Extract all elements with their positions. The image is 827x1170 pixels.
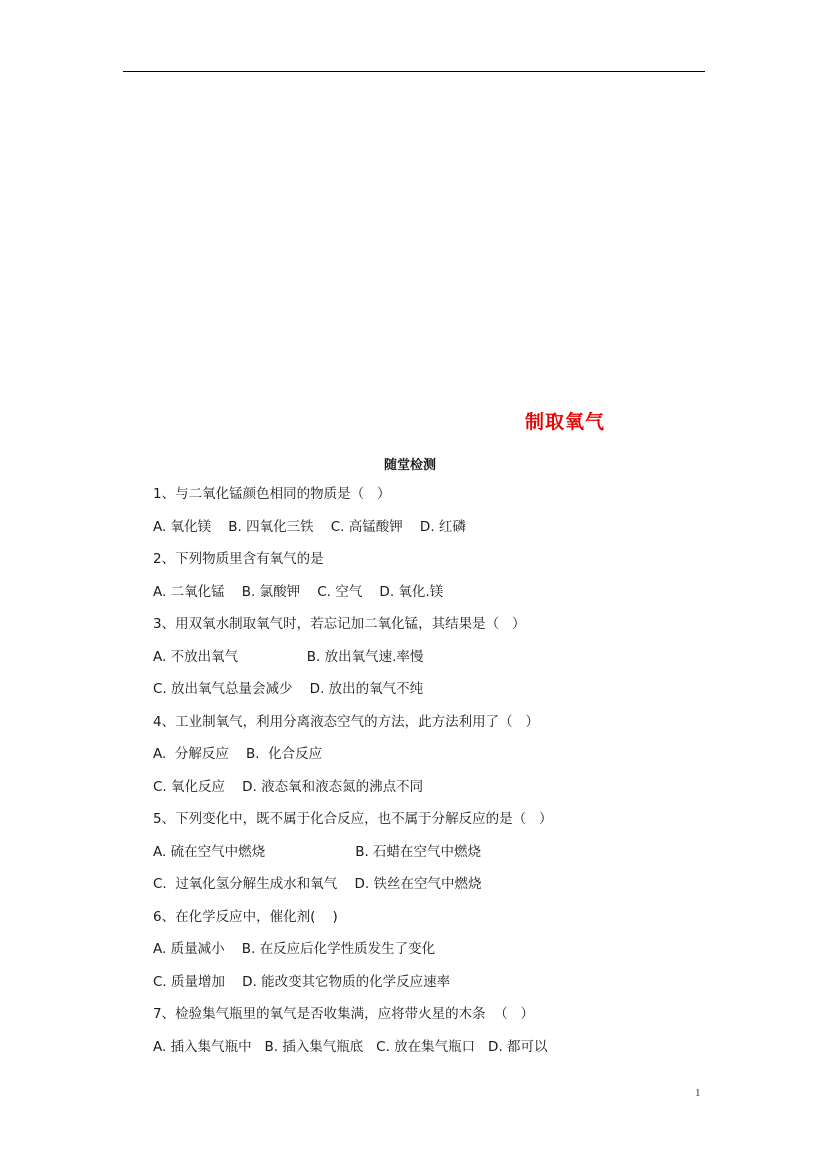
question-7: 7、检验集气瓶里的氧气是否收集满，应将带火星的木条 （ ） [153,1006,535,1022]
question-5-options-ab: A. 硫在空气中燃烧 B. 石蜡在空气中燃烧 [153,844,482,860]
document-title: 制取氧气 [525,411,606,433]
question-7-options: A. 插入集气瓶中 B. 插入集气瓶底 C. 放在集气瓶口 D. 都可以 [153,1039,548,1055]
section-title: 随堂检测 [384,458,437,473]
question-3-options-cd: C. 放出氧气总量会减少 D. 放出的氧气不纯 [153,681,424,697]
question-2-options: A. 二氧化锰 B. 氯酸钾 C. 空气 D. 氧化.镁 [153,584,444,600]
question-5: 5、下列变化中，既不属于化合反应，也不属于分解反应的是（ ） [153,811,553,827]
question-4: 4、工业制氧气，利用分离液态空气的方法，此方法利用了（ ） [153,714,539,730]
question-3: 3、用双氧水制取氧气时，若忘记加二氧化锰，其结果是（ ） [153,616,526,632]
question-5-options-cd: C. 过氧化氢分解生成水和氧气 D. 铁丝在空气中燃烧 [153,876,482,892]
question-6-options-cd: C. 质量增加 D. 能改变其它物质的化学反应速率 [153,974,451,990]
page-number: 1 [695,1087,701,1099]
question-6-options-ab: A. 质量减小 B. 在反应后化学性质发生了变化 [153,941,436,957]
header-rule [123,71,705,72]
question-2: 2、下列物质里含有氧气的是 [153,551,324,567]
question-1-options: A. 氧化镁 B. 四氧化三铁 C. 高锰酸钾 D. 红磷 [153,519,466,535]
question-3-options-ab: A. 不放出氧气 B. 放出氧气速.率慢 [153,649,424,665]
question-4-options-cd: C. 氧化反应 D. 液态氧和液态氮的沸点不同 [153,779,424,795]
question-6: 6、在化学反应中，催化剂( ) [153,909,338,925]
question-1: 1、与二氧化锰颜色相同的物质是（ ） [153,486,391,502]
question-4-options-ab: A. 分解反应 B. 化合反应 [153,746,323,762]
